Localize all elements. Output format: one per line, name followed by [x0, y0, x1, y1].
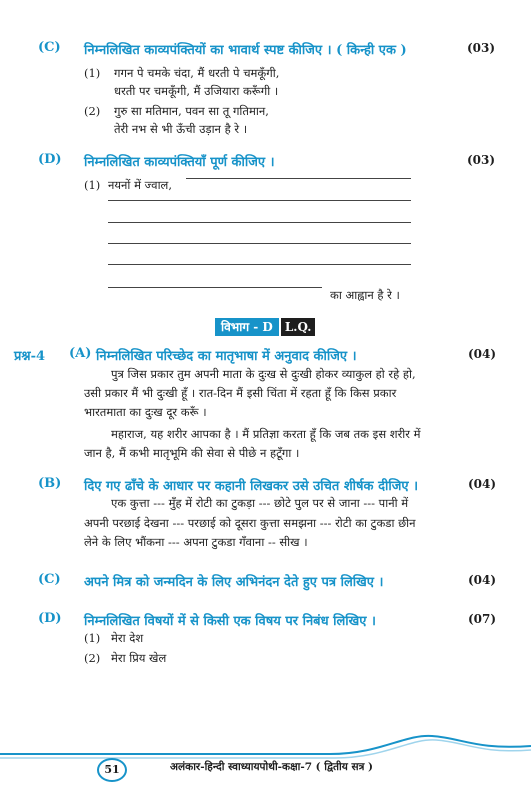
q4-a-number: (A)	[69, 346, 92, 361]
answer-line	[108, 222, 411, 223]
q4-b-line2: अपनी परछाई देखना --- परछाई को दूसरा कुत्ता समझना --- रोटी का टुकडा छीन	[84, 516, 416, 530]
q4-d-title: निम्नलिखित विषयों में से किसी एक विषय पर निबंध लिखिए ।	[84, 614, 376, 629]
q-d-start-text: नयनों में ज्वाल,	[108, 178, 173, 192]
answer-line	[108, 264, 411, 265]
q4-a-para2-line2: जान है, मैं कभी मातृभूमि की सेवा से पीछे न हटूँगा ।	[84, 446, 300, 460]
page-number: 51	[97, 758, 127, 782]
q-c-item2-line1: गुरु सा मतिमान, पवन सा तू गतिमान,	[114, 104, 269, 118]
q-c-item1-number: (1)	[84, 66, 101, 80]
q4-a-para1-line2: उसी प्रकार मैं भी दुःखी हूँ । रात-दिन मैं इसी चिंता में रहता हूँ कि किस प्रकार	[84, 386, 397, 400]
q-d-marks: (03)	[467, 153, 496, 167]
q4-c-marks: (04)	[468, 573, 497, 587]
q-c-item2-line2: तेरी नभ से भी ऊँची उड़ान है रे ।	[114, 122, 248, 136]
q-d-item1-number: (1)	[84, 178, 101, 192]
q4-d-item1-text: मेरा देश	[111, 631, 144, 645]
q-c-title: निम्नलिखित काव्यपंक्तियों का भावार्थ स्पष्ट कीजिए । ( किन्ही एक )	[84, 43, 407, 58]
q4-b-marks: (04)	[468, 477, 497, 491]
q-d-end-text: का आह्वान है रे ।	[330, 288, 400, 302]
q4-d-marks: (07)	[468, 612, 497, 626]
q4-b-line3: लेने के लिए भौंकना --- अपना टुकडा गँवाना -- सीख ।	[84, 535, 308, 549]
section-tag: L.Q.	[281, 318, 316, 336]
q4-c-title: अपने मित्र को जन्मदिन के लिए अभिनंदन देते हुए पत्र लिखिए ।	[84, 575, 384, 590]
q4-a-para2-line1: महाराज, यह शरीर आपका है । मैं प्रतिज्ञा करता हूँ कि जब तक इस शरीर में	[111, 427, 421, 441]
section-label: विभाग - D	[215, 318, 279, 336]
q4-a-para1-line3: भारतमाता का दुःख दूर करूँ ।	[84, 405, 207, 419]
q4-d-item1-number: (1)	[84, 631, 101, 645]
q4-d-number: (D)	[38, 611, 62, 626]
q-c-item2-number: (2)	[84, 104, 101, 118]
answer-line	[108, 243, 411, 244]
q-c-item1-line1: गगन पे चमके चंदा, मैं धरती पे चमकूँगी,	[114, 66, 280, 80]
q4-b-line1: एक कुत्ता --- मुँह में रोटी का टुकड़ा --- छोटे पुल पर से जाना --- पानी में	[111, 496, 409, 510]
q4-d-item2-text: मेरा प्रिय खेल	[111, 651, 167, 665]
q-c-item1-line2: धरती पर चमकूँगी, मैं उजियारा करूँगी ।	[114, 84, 279, 98]
q4-b-number: (B)	[38, 476, 62, 491]
q4-d-item2-number: (2)	[84, 651, 101, 665]
q4-a-title: निम्नलिखित परिच्छेद का मातृभाषा में अनुवाद कीजिए ।	[96, 349, 357, 364]
q-c-marks: (03)	[467, 41, 496, 55]
q4-a-para1-line1: पुत्र जिस प्रकार तुम अपनी माता के दुःख से दुःखी होकर व्याकुल हो रहे हो,	[111, 367, 416, 381]
footer-title: अलंकार-हिन्दी स्वाध्यायपोथी-कक्षा-7 ( द्वितीय सत्र )	[170, 761, 374, 773]
footer-wave	[0, 720, 531, 795]
answer-line	[108, 287, 322, 288]
q4-a-marks: (04)	[468, 347, 497, 361]
answer-line	[186, 178, 411, 179]
q4-prefix: प्रश्न-4	[14, 349, 46, 364]
q4-c-number: (C)	[38, 572, 61, 587]
section-header	[215, 318, 315, 336]
q-d-title: निम्नलिखित काव्यपंक्तियाँ पूर्ण कीजिए ।	[84, 155, 275, 170]
q4-b-title: दिए गए ढाँचे के आधार पर कहानी लिखकर उसे उचित शीर्षक दीजिए ।	[84, 479, 418, 494]
q-d-number: (D)	[38, 152, 62, 167]
q-c-number: (C)	[38, 40, 61, 55]
answer-line	[108, 200, 411, 201]
